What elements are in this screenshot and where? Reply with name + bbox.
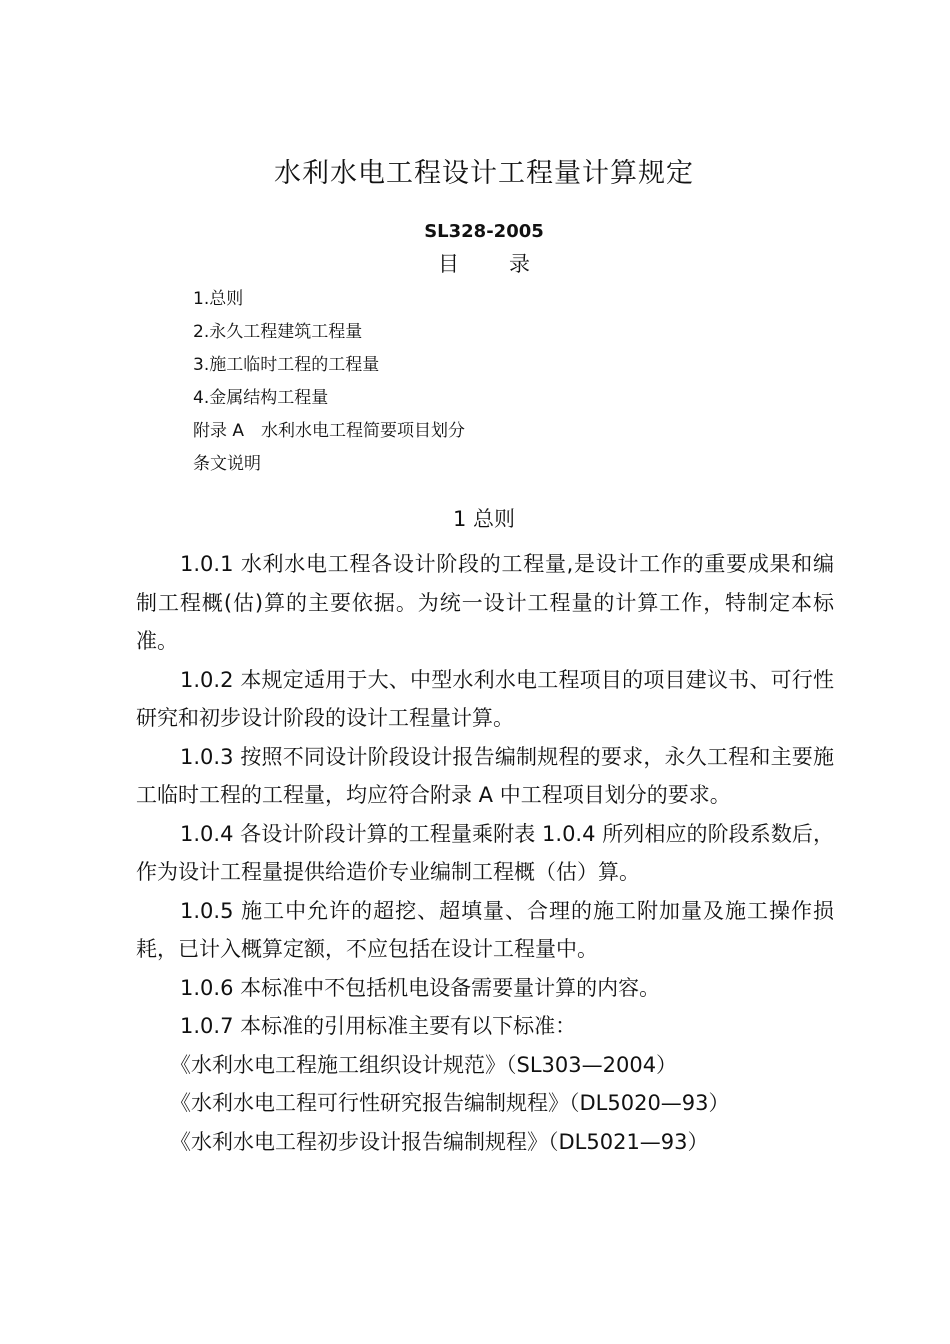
toc-item: 附录 A 水利水电工程简要项目划分 — [193, 421, 466, 441]
paragraph: 1.0.7 本标准的引用标准主要有以下标准： — [180, 1014, 577, 1038]
standard-code: SL328-2005 — [424, 221, 544, 242]
paragraph: 1.0.2 本规定适用于大、中型水利水电工程项目的项目建议书、可行性研究和初步设计阶段的设计工程量计算。 — [136, 667, 834, 730]
paragraph: 1.0.4 各设计阶段计算的工程量乘附表 1.0.4 所列相应的阶段系数后，作为设计工程量提供给造价专业编制工程概（估）算。 — [136, 821, 834, 884]
reference-item: 《水利水电工程初步设计报告编制规程》（DL5021—93） — [170, 1129, 709, 1154]
paragraph: 1.0.1 水利水电工程各设计阶段的工程量,是设计工作的重要成果和编制工程概(估)算的主要依据。为统一设计工程量的计算工作，特制定本标准。 — [136, 552, 834, 653]
toc-item: 1.总则 — [193, 289, 244, 309]
section-title: 1 总则 — [452, 507, 516, 531]
toc-heading — [0, 248, 950, 280]
section-body — [136, 545, 834, 1161]
toc-heading-left: 目 — [438, 252, 459, 276]
toc-item: 2.永久工程建筑工程量 — [193, 322, 363, 342]
toc-item: 条文说明 — [193, 454, 261, 474]
document-title: 水利水电工程设计工程量计算规定 — [274, 158, 694, 189]
reference-item: 《水利水电工程可行性研究报告编制规程》（DL5020—93） — [170, 1091, 730, 1115]
paragraph: 1.0.5 施工中允许的超挖、超填量、合理的施工附加量及施工操作损耗，已计入概算定额，不应包括在设计工程量中。 — [136, 898, 834, 961]
toc-heading-right: 录 — [509, 252, 530, 276]
table-of-contents — [193, 283, 465, 481]
reference-item: 《水利水电工程施工组织设计规范》（SL303—2004） — [170, 1052, 678, 1077]
paragraph: 1.0.3 按照不同设计阶段设计报告编制规程的要求，永久工程和主要施工临时工程的工程量，均应符合附录 A 中工程项目划分的要求。 — [136, 744, 834, 807]
paragraph: 1.0.6 本标准中不包括机电设备需要量计算的内容。 — [180, 975, 661, 1000]
toc-item: 3.施工临时工程的工程量 — [193, 355, 380, 375]
toc-item: 4.金属结构工程量 — [193, 388, 329, 408]
